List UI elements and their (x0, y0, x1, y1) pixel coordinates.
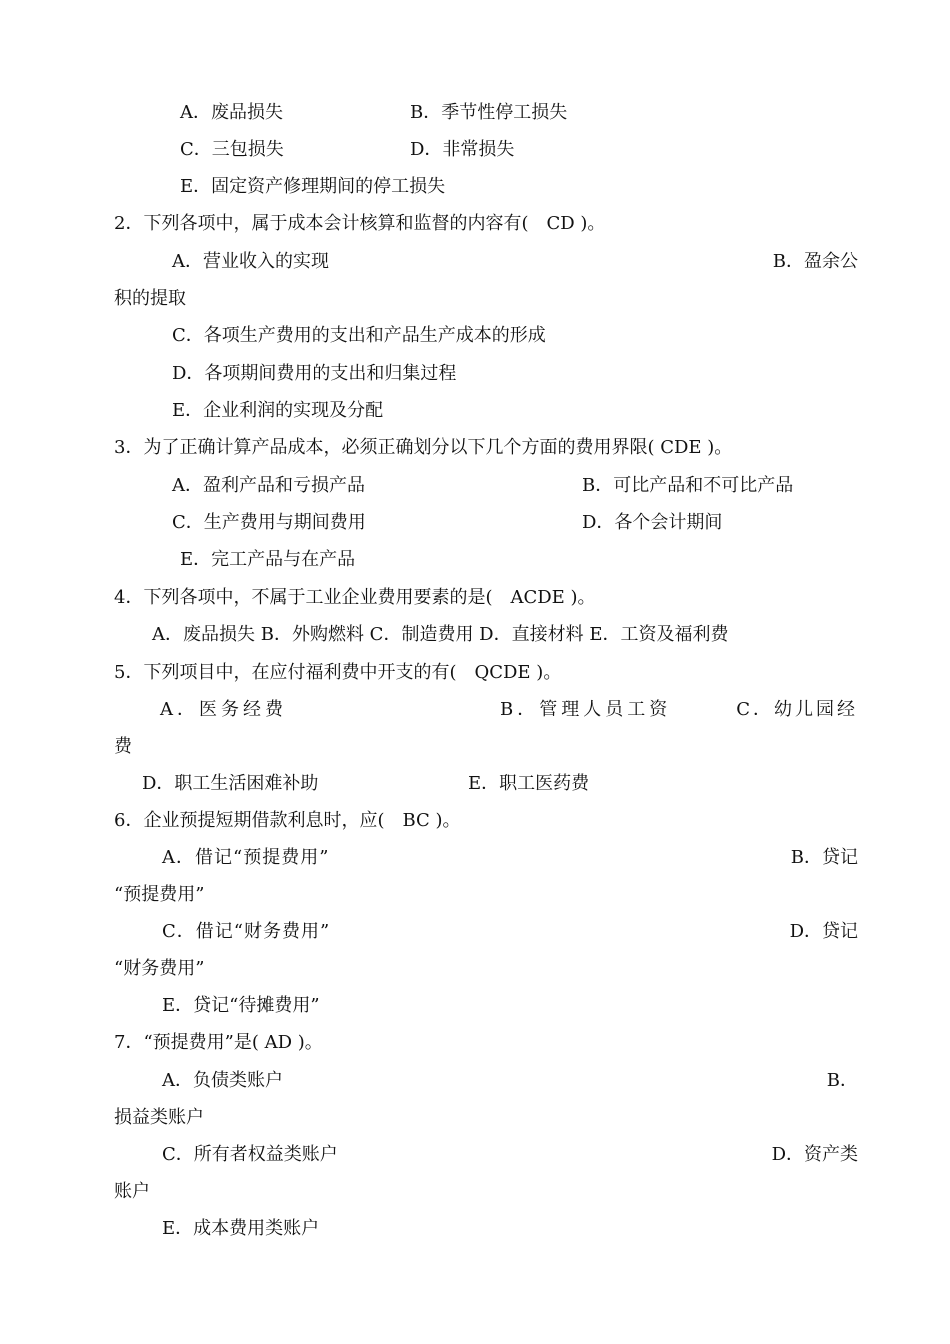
q5-stem: 5．下列项目中，在应付福利费中开支的有( QCDE )。 (114, 662, 562, 683)
q3-stem: 3．为了正确计算产品成本，必须正确划分以下几个方面的费用界限( CDE )。 (114, 437, 733, 458)
q7-option-e: E．成本费用类账户 (162, 1218, 320, 1239)
q2-option-a: A．营业收入的实现 (172, 251, 329, 272)
q1-option-d: D．非常损失 (410, 139, 515, 160)
q5-option-b: B．管理人员工资 (500, 699, 672, 720)
q7-option-a: A．负债类账户 (162, 1070, 283, 1091)
q5-option-a: A．医务经费 (160, 699, 287, 720)
q7-option-d: D．资产类 (771, 1144, 858, 1165)
q6-option-a: A．借记“预提费用” (162, 847, 330, 868)
q5-option-d: D．职工生活困难补助 (142, 773, 319, 794)
q1-option-b: B．季节性停工损失 (410, 102, 568, 123)
q6-option-d: D．贷记 (789, 921, 858, 942)
q5-option-c-cont: 费 (114, 736, 132, 757)
q7-option-d-cont: 账户 (114, 1181, 150, 1202)
q6-stem: 6．企业预提短期借款利息时，应( BC )。 (114, 810, 461, 831)
q4-options: A．废品损失 B．外购燃料 C．制造费用 D．直接材料 E．工资及福利费 (152, 624, 729, 645)
q6-option-b: B．贷记 (790, 847, 858, 868)
q3-option-b: B．可比产品和不可比产品 (582, 475, 794, 496)
q7-stem: 7．“预提费用”是( AD )。 (114, 1032, 323, 1053)
q6-option-e: E．贷记“待摊费用” (162, 995, 320, 1016)
q6-option-c: C．借记“财务费用” (162, 921, 331, 942)
q2-option-c: C．各项生产费用的支出和产品生产成本的形成 (172, 325, 546, 346)
q7-option-c: C．所有者权益类账户 (162, 1144, 338, 1165)
q4-stem: 4．下列各项中，不属于工业企业费用要素的是( ACDE )。 (114, 587, 596, 608)
q3-option-d: D．各个会计期间 (582, 512, 723, 533)
q2-option-b: B．盈余公 (772, 251, 858, 272)
q2-stem: 2．下列各项中，属于成本会计核算和监督的内容有( CD )。 (114, 213, 606, 234)
q2-option-d: D．各项期间费用的支出和归集过程 (172, 363, 457, 384)
q3-option-c: C．生产费用与期间费用 (172, 512, 366, 533)
q2-option-b-cont: 积的提取 (114, 288, 186, 309)
q6-option-d-cont: “财务费用” (114, 958, 205, 979)
q6-option-b-cont: “预提费用” (114, 884, 205, 905)
q5-option-c: C．幼儿园经 (736, 699, 858, 720)
q1-option-a: A．废品损失 (180, 102, 283, 123)
q7-option-b-cont: 损益类账户 (114, 1107, 204, 1128)
q1-option-c: C．三包损失 (180, 139, 284, 160)
q2-option-e: E．企业利润的实现及分配 (172, 400, 384, 421)
q5-option-e: E．职工医药费 (468, 773, 590, 794)
q1-option-e: E．固定资产修理期间的停工损失 (180, 176, 446, 197)
q3-option-e: E．完工产品与在产品 (180, 549, 356, 570)
q7-option-b: B． (826, 1070, 858, 1091)
q3-option-a: A．盈利产品和亏损产品 (172, 475, 365, 496)
